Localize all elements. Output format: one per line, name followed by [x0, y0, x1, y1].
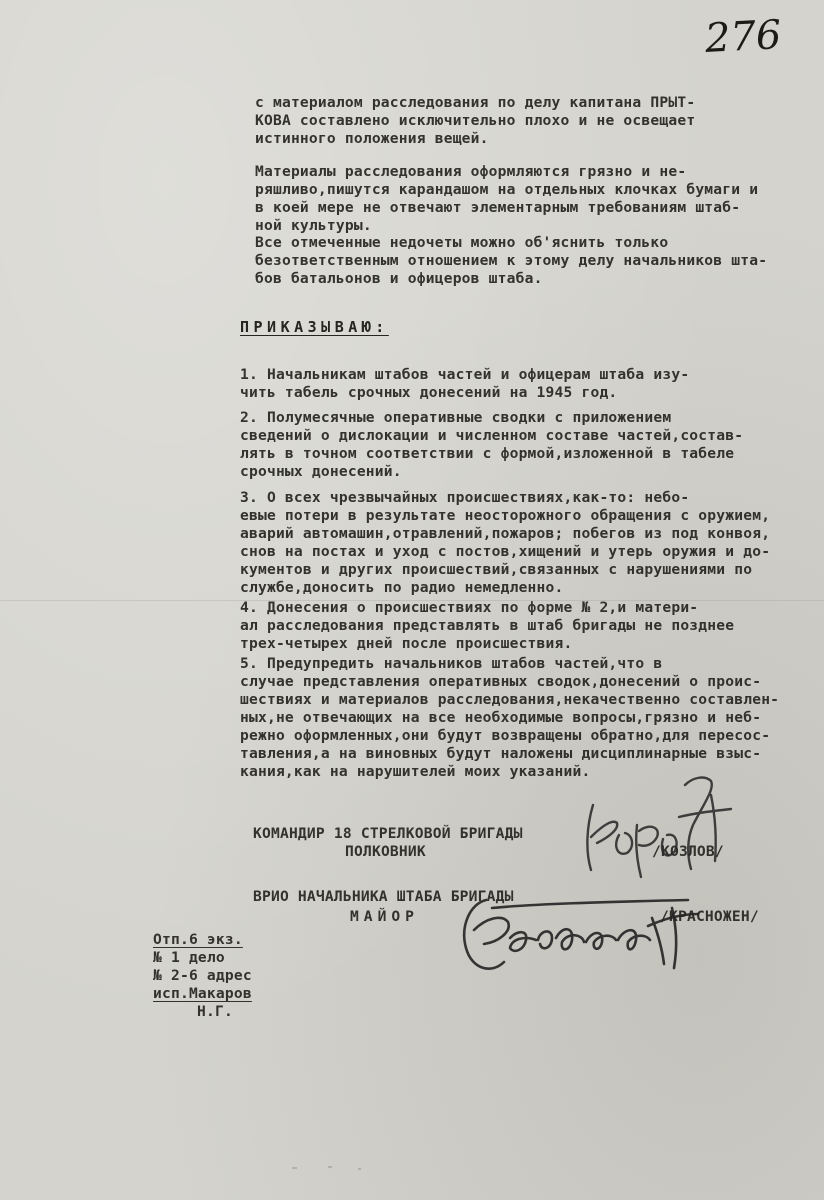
stray-mark-icon	[288, 1162, 368, 1174]
order-item-3-line: 3. О всех чрезвычайных происшествиях,как-то: небо-	[240, 489, 690, 506]
order-item-5-line: тавления,а на виновных будут наложены дисциплинарные взыс-	[240, 745, 762, 762]
paragraph-3-line: безответственным отношением к этому делу начальников шта-	[255, 252, 768, 269]
order-item-5-line: кания,как на нарушителей моих указаний.	[240, 763, 591, 780]
order-item-3-line: службе,доносить по радио немедленно.	[240, 579, 564, 596]
order-item-1-line: 1. Начальникам штабов частей и офицерам штаба изу-	[240, 366, 690, 383]
paragraph-1-line: с материалом расследования по делу капитана ПРЫТ-	[255, 94, 696, 111]
distribution-executor-initials: Н.Г.	[197, 1003, 233, 1020]
order-item-5-line: ных,не отвечающих на все необходимые вопросы,грязно и неб-	[240, 709, 762, 726]
paragraph-1-line: истинного положения вещей.	[255, 130, 489, 147]
order-item-2-line: 2. Полумесячные оперативные сводки с приложением	[240, 409, 672, 426]
order-item-5-line: 5. Предупредить начальников штабов частей,что в	[240, 655, 663, 672]
chief-of-staff-title: ВРИО НАЧАЛЬНИКА ШТАБА БРИГАДЫ	[253, 888, 514, 905]
paragraph-3-line: бов батальонов и офицеров штаба.	[255, 270, 543, 287]
distribution-copy-1: № 1 дело	[153, 949, 225, 966]
order-item-3-line: аварий автомашин,отравлений,пожаров; побегов из под конвоя,	[240, 525, 771, 542]
commander-signature-icon	[575, 765, 745, 885]
distribution-copies-2-6: № 2-6 адрес	[153, 967, 252, 984]
order-item-3-line: кументов и других происшествий,связанных с нарушениями по	[240, 561, 753, 578]
page-number: 276	[703, 12, 783, 62]
paragraph-1-line: КОВА составлено исключительно плохо и не освещает	[255, 112, 696, 129]
order-heading: ПРИКАЗЫВАЮ:	[240, 318, 389, 336]
paragraph-3-line: Все отмеченные недочеты можно об'яснить только	[255, 234, 669, 251]
order-item-5-line: шествиях и материалов расследования,некачественно составлен-	[240, 691, 780, 708]
paragraph-2-line: ной культуры.	[255, 217, 372, 234]
paragraph-2-line: Материалы расследования оформляются грязно и не-	[255, 163, 687, 180]
order-item-5-line: случае представления оперативных сводок,донесений о проис-	[240, 673, 762, 690]
chief-of-staff-name: /КРАСНОЖЕН/	[660, 908, 759, 925]
order-item-4-line: ал расследования представлять в штаб бригады не позднее	[240, 617, 735, 634]
order-item-4-line: трех-четырех дней после происшествия.	[240, 635, 573, 652]
order-item-2-line: лять в точном соответствии с формой,изложенной в табеле	[240, 445, 735, 462]
distribution-executor: исп.Макаров	[153, 985, 252, 1002]
chief-of-staff-rank: МАЙОР	[350, 908, 419, 925]
distribution-copies: Отп.6 экз.	[153, 931, 243, 948]
order-item-2-line: срочных донесений.	[240, 463, 402, 480]
order-item-5-line: режно оформленных,они будут возвращены обратно,для пересос-	[240, 727, 771, 744]
commander-rank: ПОЛКОВНИК	[345, 843, 426, 860]
commander-title: КОМАНДИР 18 СТРЕЛКОВОЙ БРИГАДЫ	[253, 825, 523, 842]
paragraph-2-line: ряшливо,пишутся карандашом на отдельных клочках бумаги и	[255, 181, 759, 198]
order-item-1-line: чить табель срочных донесений на 1945 год.	[240, 384, 618, 401]
chief-of-staff-signature-icon	[452, 878, 712, 988]
order-item-3-line: снов на постах и уход с постов,хищений и утерь оружия и до-	[240, 543, 771, 560]
paragraph-2-line: в коей мере не отвечают элементарным требованиям штаб-	[255, 199, 741, 216]
order-item-3-line: евые потери в результате неосторожного обращения с оружием,	[240, 507, 771, 524]
order-item-2-line: сведений о дислокации и численном составе частей,состав-	[240, 427, 744, 444]
commander-name: /КОЗЛОВ/	[652, 843, 724, 860]
order-item-4-line: 4. Донесения о происшествиях по форме № 2,и матери-	[240, 599, 699, 616]
